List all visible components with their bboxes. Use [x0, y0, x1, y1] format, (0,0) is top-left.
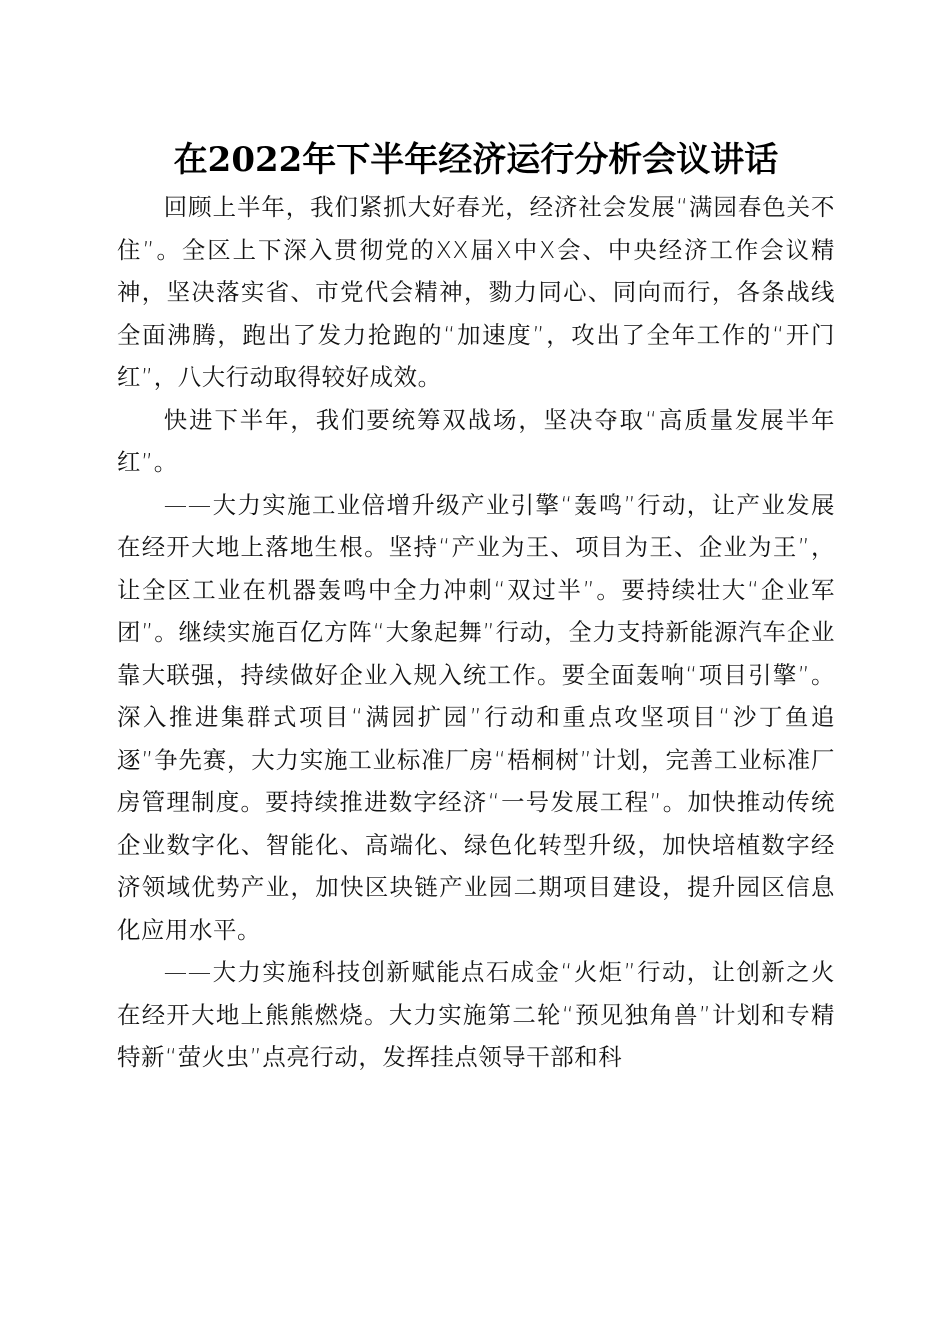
- paragraph-innovation-action: ——大力实施科技创新赋能点石成金“火炬”行动，让创新之火在经开大地上熊熊燃烧。大力实施第二轮“预见独角兽”计划和专精特新“萤火虫”点亮行动，发挥挂点领导干部和科: [117, 958, 835, 1071]
- paragraph-second-half-goal: 快进下半年，我们要统筹双战场，坚决夺取“高质量发展半年红”。: [117, 405, 835, 476]
- document-title: 在2022年下半年经济运行分析会议讲话: [173, 140, 779, 180]
- paragraph-industry-action: ——大力实施工业倍增升级产业引擎“轰鸣”行动，让产业发展在经开大地上落地生根。坚持“产业为王、项目为王、企业为王”，让全区工业在机器轰鸣中全力冲刺“双过半”。要持续壮大“企业军团”。继续实施百亿方阵“大象起舞”行动，全力支持新能源汽车企业靠大联强，持续做好企业入规入统工作。要全面轰响“项目引擎”。深入推进集群式项目“满园扩园”行动和重点攻坚项目“沙丁鱼追逐”争先赛，大力实施工业标准厂房“梧桐树”计划，完善工业标准厂房管理制度。要持续推进数字经济“一号发展工程”。加快推动传统企业数字化、智能化、高端化、绿色化转型升级，加快培植数字经济领域优势产业，加快区块链产业园二期项目建设，提升园区信息化应用水平。: [117, 490, 835, 944]
- paragraph-review-first-half: 回顾上半年，我们紧抓大好春光，经济社会发展“满园春色关不住”。全区上下深入贯彻党的XX届X中X会、中央经济工作会议精神，坚决落实省、市党代会精神，勠力同心、同向而行，各条战线全面沸腾，跑出了发力抢跑的“加速度”，攻出了全年工作的“开门红”，八大行动取得较好成效。: [117, 193, 835, 391]
- document-page: [117, 134, 835, 1079]
